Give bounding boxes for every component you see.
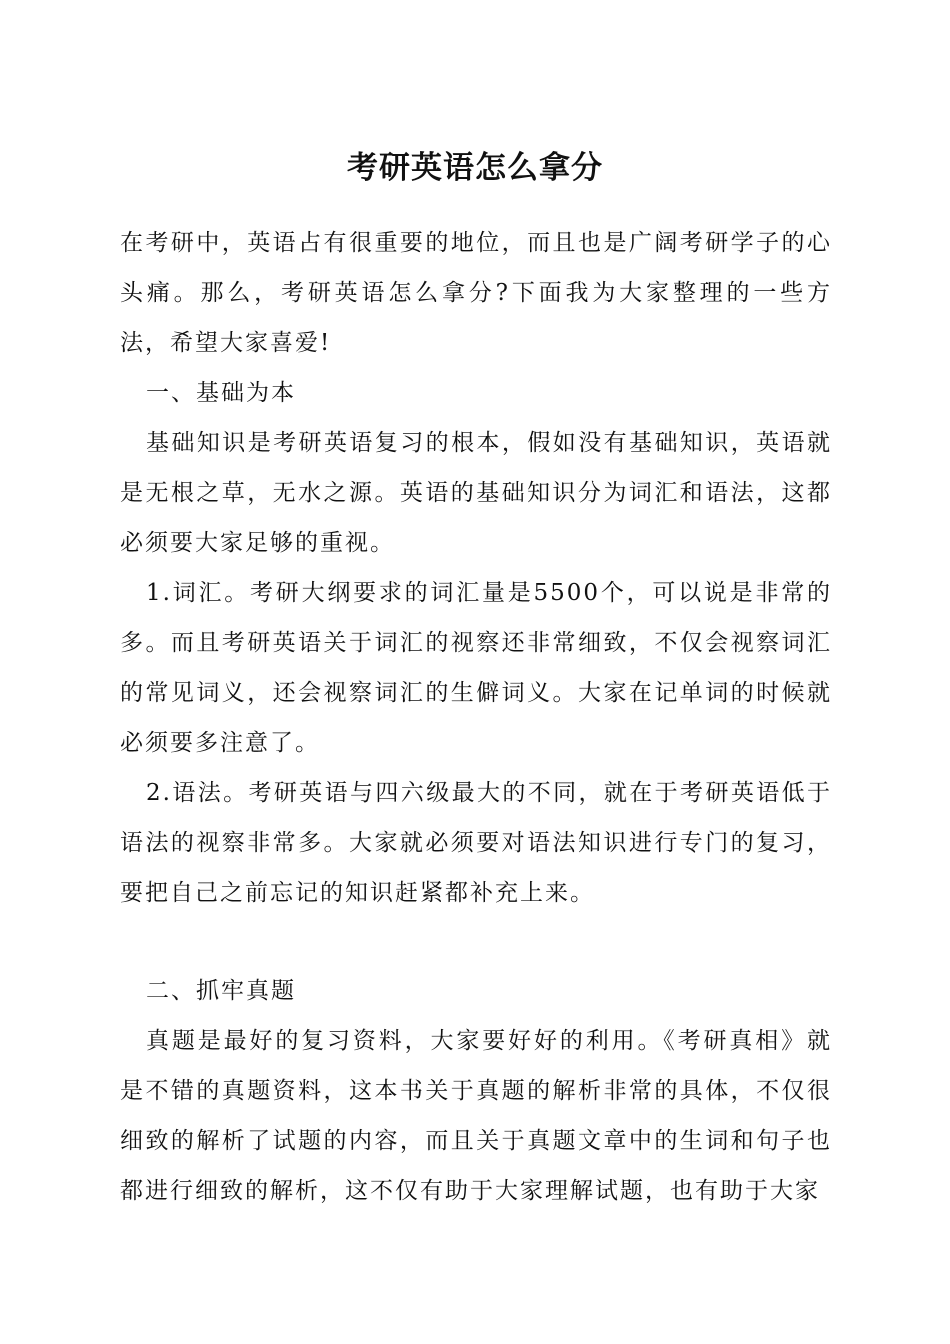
body-paragraph: 基础知识是考研英语复习的根本，假如没有基础知识，英语就是无根之草，无水之源。英语的基础知识分为词汇和语法，这都必须要大家足够的重视。 (120, 430, 832, 556)
section-heading-1: 一、基础为本 (146, 380, 296, 406)
body-paragraph: 真题是最好的复习资料，大家要好好的利用。《考研真相》就是不错的真题资料，这本书关于真题的解析非常的具体，不仅很细致的解析了试题的内容，而且关于真题文章中的生词和句子也都进行细致的解析，这不仅有助于大家理解试题，也有助于大家 (120, 1028, 832, 1204)
body-paragraph: 2.语法。考研英语与四六级最大的不同，就在于考研英语低于语法的视察非常多。大家就必须要对语法知识进行专门的复习，要把自己之前忘记的知识赶紧都补充上来。 (120, 780, 832, 906)
intro-paragraph: 在考研中，英语占有很重要的地位，而且也是广阔考研学子的心头痛。那么，考研英语怎么拿分?下面我为大家整理的一些方法，希望大家喜爱! (120, 230, 832, 356)
body-paragraph: 1.词汇。考研大纲要求的词汇量是5500个，可以说是非常的多。而且考研英语关于词汇的视察还非常细致，不仅会视察词汇的常见词义，还会视察词汇的生僻词义。大家在记单词的时候就必须要多注意了。 (120, 580, 832, 756)
paragraph-spacer (120, 918, 832, 966)
section-heading-2: 二、抓牢真题 (146, 978, 296, 1004)
document-body (120, 218, 832, 1216)
document-title: 考研英语怎么拿分 (347, 150, 603, 186)
